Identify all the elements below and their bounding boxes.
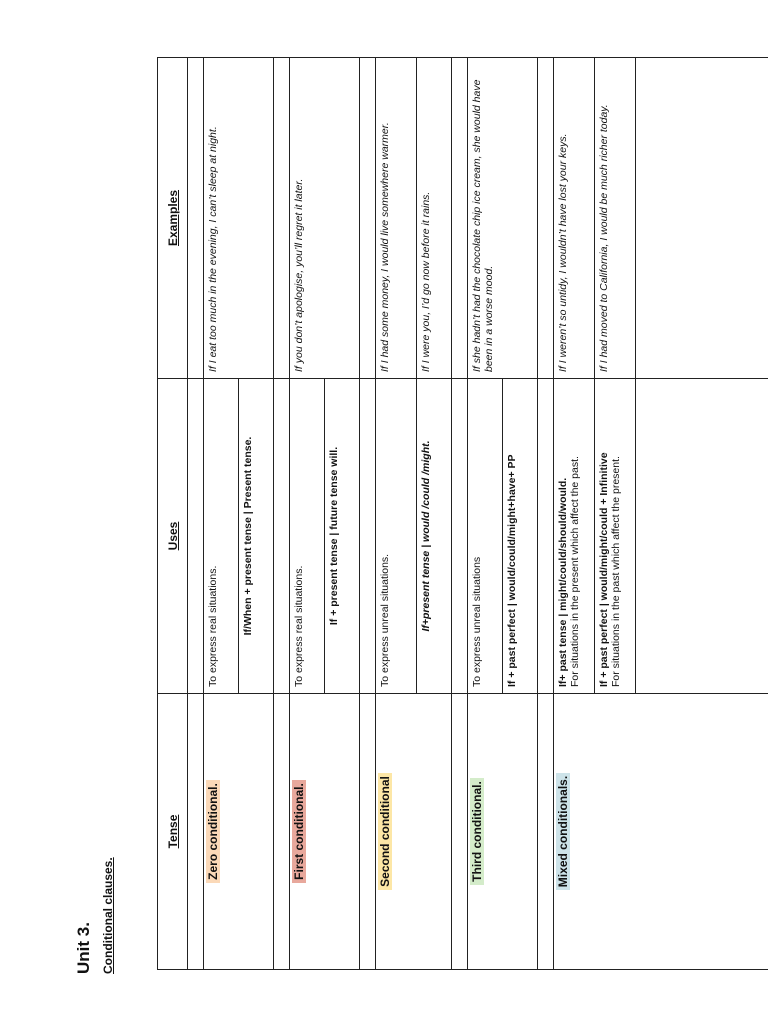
table-row bbox=[204, 58, 239, 970]
formula-text: If + past perfect | would/might/could + Infinitive bbox=[598, 452, 610, 687]
table-row bbox=[554, 58, 595, 970]
tense-cell bbox=[204, 694, 274, 970]
spacer-row bbox=[538, 58, 554, 970]
example-cell: If she hadn’t had the chocolate chip ice cream, she would have been in a worse mood. bbox=[468, 58, 538, 379]
spacer-row bbox=[360, 58, 376, 970]
use-cell: To express real situations. bbox=[290, 379, 325, 694]
example-cell: If I weren’t so untidy, I wouldn’t have lost your keys. bbox=[554, 58, 595, 379]
formula-cell: If + present tense | future tense will. bbox=[325, 379, 360, 694]
tense-cell bbox=[468, 694, 538, 970]
use-cell: To express unreal situations bbox=[468, 379, 503, 694]
tense-label-first: First conditional. bbox=[292, 780, 306, 883]
example-cell: If I had some money, I would live somewhere warmer. bbox=[376, 58, 417, 379]
subtitle: Conditional clauses. bbox=[101, 857, 115, 974]
example-cell: If you don’t apologise, you’ll regret it later. bbox=[290, 58, 360, 379]
table-row bbox=[376, 58, 417, 970]
use-cell bbox=[554, 379, 595, 694]
note-text: For situations in the present which affect the past. bbox=[569, 456, 581, 687]
example-cell: If I were you, I’d go now before it rains. bbox=[417, 58, 452, 379]
formula-cell: If+present tense | would /could /might. bbox=[417, 379, 452, 694]
use-cell: To express real situations. bbox=[204, 379, 239, 694]
tense-label-zero: Zero conditional. bbox=[206, 780, 220, 883]
tense-cell bbox=[554, 694, 768, 970]
formula-cell: If + past perfect | would/could/might+have+ PP bbox=[503, 379, 538, 694]
unit-title: Unit 3. bbox=[74, 922, 93, 974]
formula-text: If+ past tense | might/could/should/would. bbox=[557, 477, 569, 687]
example-cell: If I had moved to California, I would be much richer today. bbox=[595, 58, 636, 379]
example-cell: If I eat too much in the evening, I can’t sleep at night. bbox=[204, 58, 274, 379]
use-cell bbox=[595, 379, 636, 694]
table-row bbox=[468, 58, 503, 970]
use-cell: To express unreal situations. bbox=[376, 379, 417, 694]
tense-cell bbox=[376, 694, 452, 970]
tense-label-second: Second conditional bbox=[378, 773, 392, 890]
tense-label-third: Third conditional. bbox=[470, 778, 484, 885]
header-tense: Tense bbox=[158, 694, 188, 970]
conditionals-table bbox=[157, 57, 768, 970]
tense-label-mixed: Mixed conditionals. bbox=[556, 773, 570, 890]
header-examples: Examples bbox=[158, 58, 188, 379]
note-text: For situations in the past which affect the present. bbox=[610, 456, 622, 687]
spacer-row bbox=[274, 58, 290, 970]
empty-cell bbox=[636, 58, 768, 379]
tense-cell bbox=[290, 694, 360, 970]
header-uses: Uses bbox=[158, 379, 188, 694]
table-header-row bbox=[158, 58, 188, 970]
formula-cell: If/When + present tense | Present tense. bbox=[239, 379, 274, 694]
empty-cell bbox=[636, 379, 768, 694]
spacer-row bbox=[188, 58, 204, 970]
table-row bbox=[290, 58, 325, 970]
spacer-row bbox=[452, 58, 468, 970]
